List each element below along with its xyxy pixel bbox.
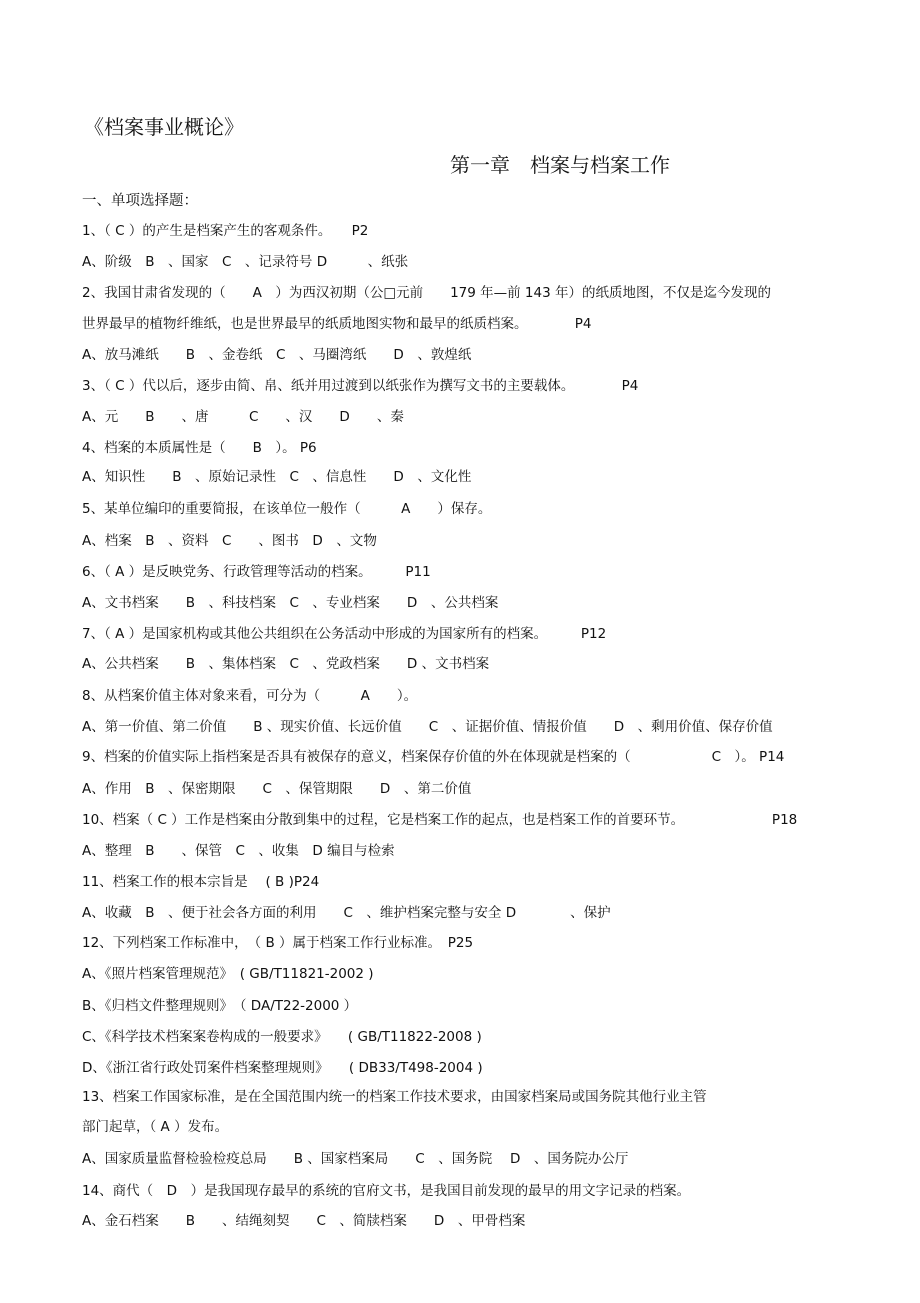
- answer-options-line: D、《浙江省行政处罚案件档案整理规则》 ( DB33/T498-2004 ): [82, 1060, 483, 1076]
- answer-options-line: C、《科学技术档案案卷构成的一般要求》 ( GB/T11822-2008 ): [82, 1029, 482, 1045]
- question-line: 3、（ C ）代以后，逐步由简、帛、纸并用过渡到以纸张作为撰写文书的主要载体。 P4: [82, 378, 639, 394]
- answer-options-line: A、收藏 B 、便于社会各方面的利用 C 、维护档案完整与安全 D 、保护: [82, 905, 611, 921]
- answer-options-line: A、第一价值、第二价值 B 、现实价值、长远价值 C 、证据价值、情报价值 D 、剩用价值、保存价值: [82, 719, 773, 735]
- question-line: 11、档案工作的根本宗旨是 ( B )P24: [82, 874, 320, 890]
- answer-options-line: A、档案 B 、资料 C 、图书 D 、文物: [82, 533, 377, 549]
- answer-options-line: A、金石档案 B 、结绳刻契 C 、简牍档案 D 、甲骨档案: [82, 1213, 526, 1229]
- question-line: 1、（ C ）的产生是档案产生的客观条件。 P2: [82, 223, 369, 239]
- answer-options-line: B、《归档文件整理规则》 （ DA/T22-2000 ）: [82, 998, 358, 1014]
- question-line: 8、从档案价值主体对象来看，可分为（ A ）。: [82, 688, 418, 704]
- question-line: 4、档案的本质属性是（ B ）。 P6: [82, 440, 317, 456]
- question-line: 12、下列档案工作标准中， （ B ）属于档案工作行业标准。 P25: [82, 935, 474, 951]
- answer-options-line: A、阶级 B 、国家 C 、记录符号 D 、纸张: [82, 254, 409, 270]
- chapter-heading: 第一章 档案与档案工作: [450, 153, 670, 177]
- question-line: 5、某单位编印的重要简报，在该单位一般作（ A ）保存。: [82, 501, 492, 517]
- document-title: 《档案事业概论》: [84, 115, 244, 139]
- answer-options-line: A、放马滩纸 B 、金卷纸 C 、马圈湾纸 D 、敦煌纸: [82, 347, 472, 363]
- question-line: 2、我国甘肃省发现的（ A ）为西汉初期（公□元前 179 年—前 143 年）的纸质地图，不仅是迄今发现的: [82, 285, 771, 301]
- question-line: 世界最早的植物纤维纸，也是世界最早的纸质地图实物和最早的纸质档案。 P4: [82, 316, 592, 332]
- question-line: 10、档案（ C ）工作是档案由分散到集中的过程，它是档案工作的起点，也是档案工作的首要环节。 P18: [82, 812, 798, 828]
- question-line: 13、档案工作国家标准，是在全国范围内统一的档案工作技术要求，由国家档案局或国务院其他行业主管: [82, 1089, 707, 1105]
- answer-options-line: A、公共档案 B 、集体档案 C 、党政档案 D 、文书档案: [82, 656, 490, 672]
- question-line: 部门起草，（ A ）发布。: [82, 1119, 229, 1135]
- answer-options-line: A、国家质量监督检验检疫总局 B 、国家档案局 C 、国务院 D 、国务院办公厅: [82, 1151, 629, 1167]
- question-line: 9、档案的价值实际上指档案是否具有被保存的意义，档案保存价值的外在体现就是档案的（ C ）。 P14: [82, 749, 785, 765]
- answer-options-line: A、作用 B 、保密期限 C 、保管期限 D 、第二价值: [82, 781, 472, 797]
- question-line: 14、商代（ D ）是我国现存最早的系统的官府文书，是我国目前发现的最早的用文字记录的档案。: [82, 1183, 691, 1199]
- answer-options-line: A、整理 B 、保管 C 、收集 D 编目与检索: [82, 843, 395, 859]
- section-heading: 一、单项选择题：: [82, 193, 198, 209]
- answer-options-line: A、《照片档案管理规范》 ( GB/T11821-2002 ): [82, 966, 374, 982]
- answer-options-line: A、文书档案 B 、科技档案 C 、专业档案 D 、公共档案: [82, 595, 499, 611]
- question-line: 6、（ A ）是反映党务、行政管理等活动的档案。 P11: [82, 564, 431, 580]
- question-line: 7、（ A ）是国家机构或其他公共组织在公务活动中形成的为国家所有的档案。 P12: [82, 626, 607, 642]
- answer-options-line: A、知识性 B 、原始记录性 C 、信息性 D 、文化性: [82, 469, 472, 485]
- answer-options-line: A、元 B 、唐 C 、汉 D 、秦: [82, 409, 404, 425]
